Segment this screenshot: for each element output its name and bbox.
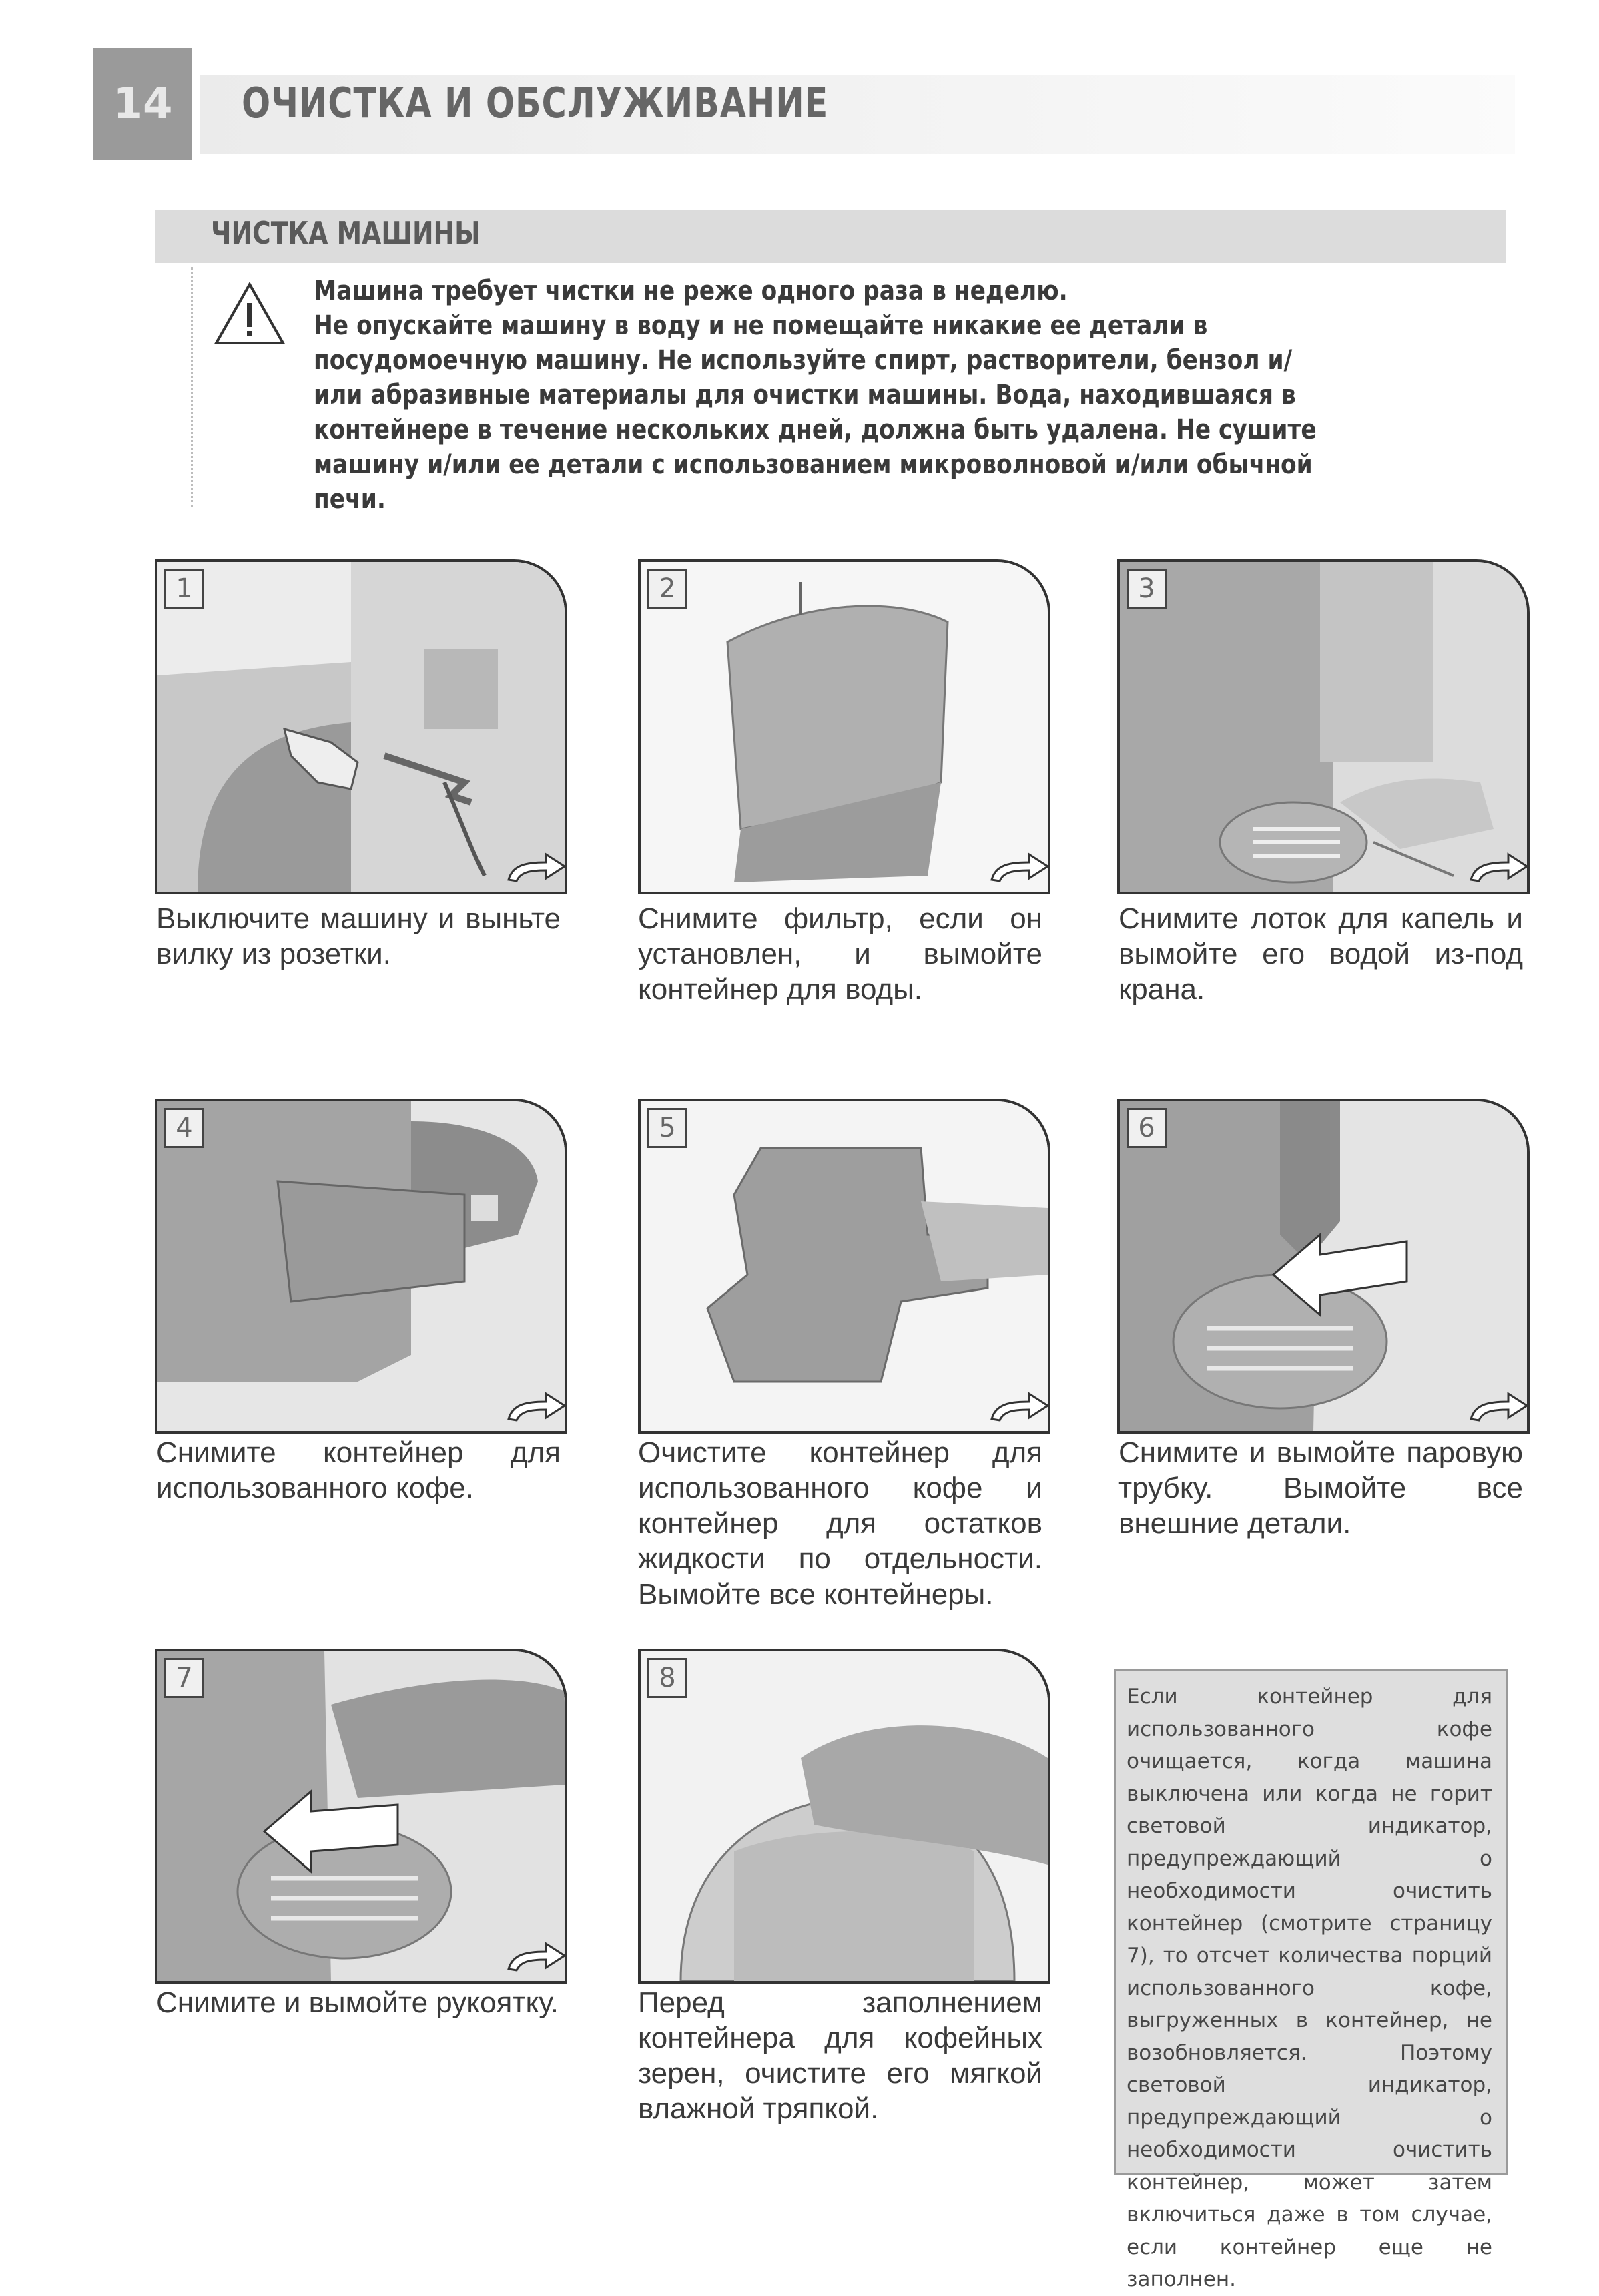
step-3-number: 3 <box>1127 569 1167 609</box>
warning-divider <box>191 267 193 507</box>
next-arrow-icon <box>1468 1391 1530 1422</box>
step-5-image <box>638 1099 1050 1434</box>
step-8-caption: Перед заполнением контейнера для кофейных зерен, очистите его мягкой влажной тряпкой. <box>638 1986 1042 2125</box>
step-8-illustration <box>641 1651 1048 1981</box>
step-5-illustration <box>641 1101 1048 1431</box>
note-text: Если контейнер для использованного кофе очищается, когда машина выключена или когда не горит световой индикатор, предупреждающий о необходимости очистить контейнер (смотрите страницу 7), то отсчет количества порций использованного кофе, выгруженных в контейнер, не возобновляется. Поэтому световой индикатор, предупреждающий о необходимости очистить контейнер, может затем включиться даже в том случае, если контейнер еще не заполнен. <box>1127 1685 1492 2291</box>
warning-text <box>314 274 1324 517</box>
step-4-number: 4 <box>164 1108 204 1148</box>
step-7-illustration <box>157 1651 565 1981</box>
step-6-caption: Снимите и вымойте паровую трубку. Вымойте все внешние детали. <box>1118 1436 1523 1540</box>
step-3-caption: Снимите лоток для капель и вымойте его водой из-под крана. <box>1118 902 1523 1006</box>
step-6-illustration <box>1120 1101 1527 1431</box>
next-arrow-icon <box>506 1941 567 1972</box>
page-title: ОЧИСТКА И ОБСЛУЖИВАНИЕ <box>242 79 829 127</box>
step-2-image <box>638 559 1050 894</box>
step-7-image <box>155 1649 567 1984</box>
next-arrow-icon <box>1468 852 1530 882</box>
step-1-caption: Выключите машину и выньте вилку из розетки. <box>156 902 561 970</box>
warning-line-1: Машина требует чистки не реже одного раза в неделю. <box>314 276 1068 306</box>
next-arrow-icon <box>989 1391 1050 1422</box>
step-1-image <box>155 559 567 894</box>
step-4-illustration <box>157 1101 565 1431</box>
step-1-number: 1 <box>164 569 204 609</box>
step-6-image <box>1117 1099 1530 1434</box>
warning-triangle-icon <box>212 280 287 347</box>
step-7-number: 7 <box>164 1658 204 1698</box>
step-4-image <box>155 1099 567 1434</box>
step-3-image <box>1117 559 1530 894</box>
step-3-illustration <box>1120 562 1527 892</box>
step-4-caption: Снимите контейнер для использованного кофе. <box>156 1436 561 1504</box>
step-7-caption: Снимите и вымойте рукоятку. <box>156 1986 559 2019</box>
step-1-illustration <box>157 562 565 892</box>
warning-line-2: Не опускайте машину в воду и не помещайте никакие ее детали в посудомоечную машину. Не используйте спирт, растворители, бензол и/или абразивные материалы для очистки машины. Вода, находившаяся в контейнере в течение нескольких дней, должна быть удалена. Не сушите машину и/или ее детали с использованием микроволновой и/или обычной печи. <box>314 310 1317 515</box>
next-arrow-icon <box>989 852 1050 882</box>
step-6-number: 6 <box>1127 1108 1167 1148</box>
section-title: ЧИСТКА МАШИНЫ <box>211 215 481 251</box>
step-2-caption: Снимите фильтр, если он установлен, и вымойте контейнер для воды. <box>638 902 1042 1006</box>
step-2-number: 2 <box>647 569 687 609</box>
step-5-number: 5 <box>647 1108 687 1148</box>
page-number: 14 <box>93 48 192 160</box>
next-arrow-icon <box>506 1391 567 1422</box>
step-8-number: 8 <box>647 1658 687 1698</box>
next-arrow-icon <box>506 852 567 882</box>
step-8-image <box>638 1649 1050 1984</box>
step-5-caption: Очистите контейнер для использованного кофе и контейнер для остатков жидкости по отдельности. Вымойте все контейнеры. <box>638 1436 1042 1611</box>
step-2-illustration <box>641 562 1048 892</box>
